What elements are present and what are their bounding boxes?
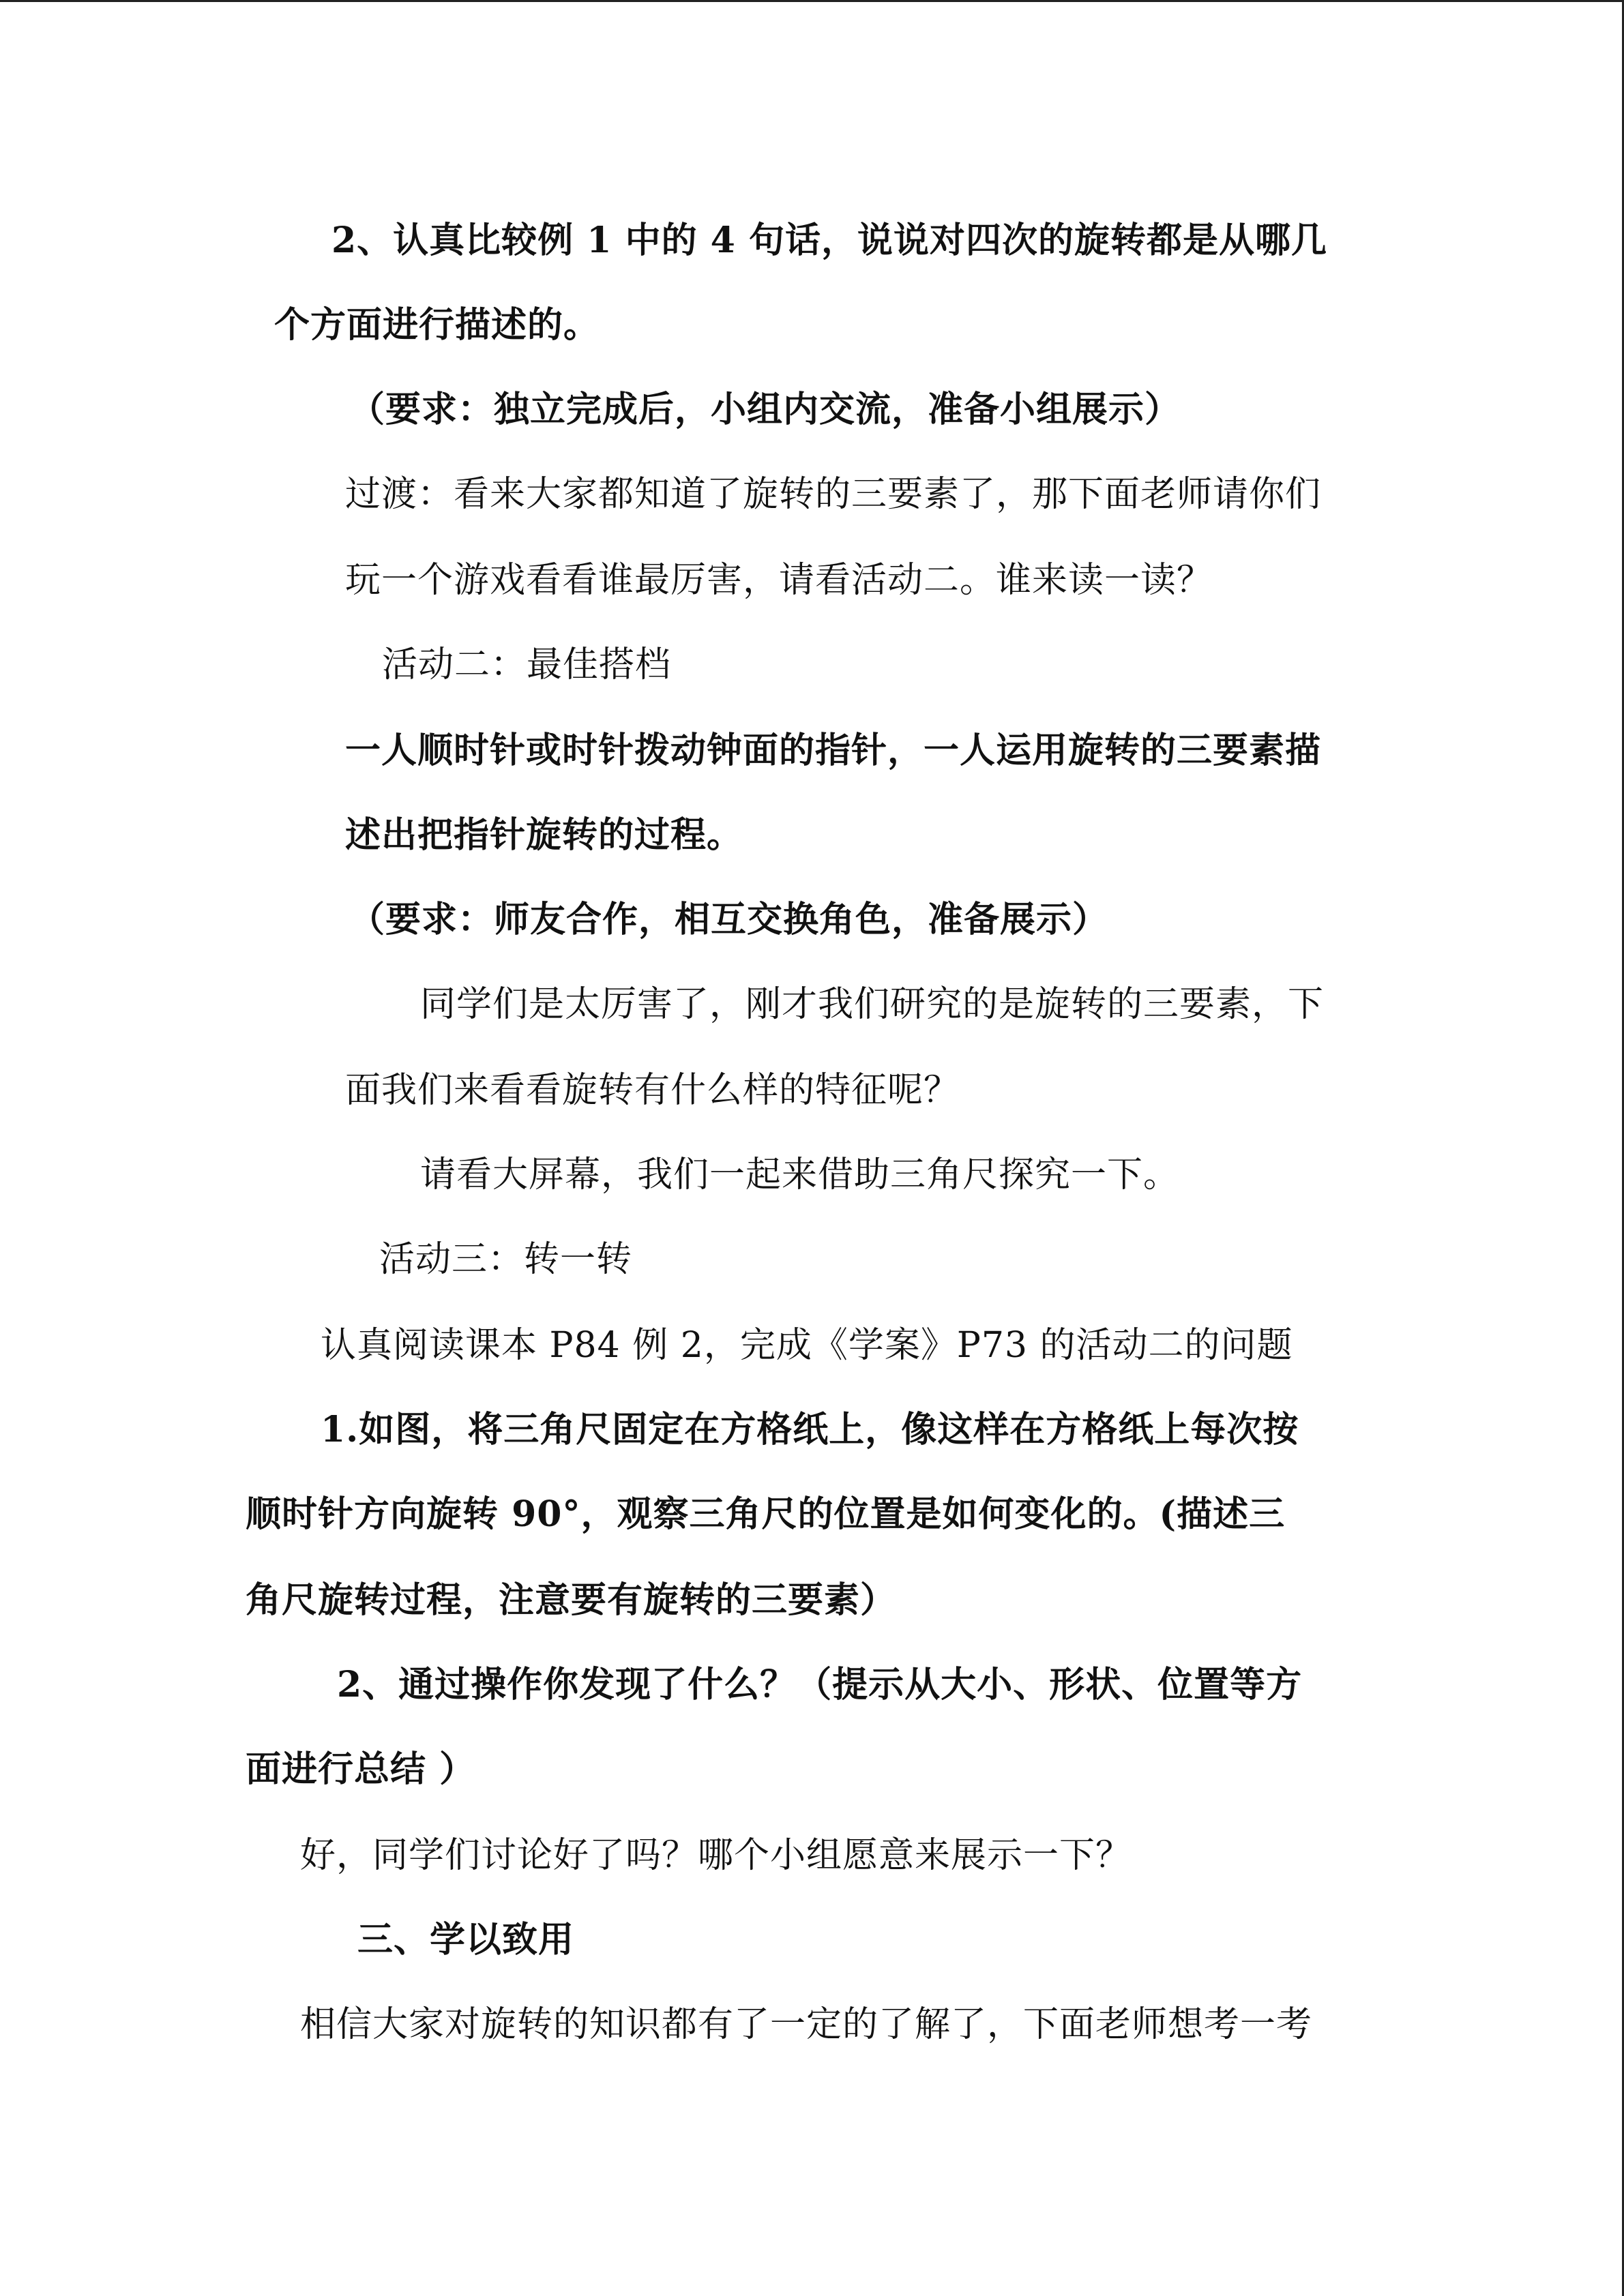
paragraph-line: 2、认真比较例 1 中的 4 句话，说说对四次的旋转都是从哪几 <box>331 220 1327 261</box>
paragraph-line: 同学们是太厉害了，刚才我们研究的是旋转的三要素，下 <box>420 984 1325 1025</box>
paragraph-line: 相信大家对旋转的知识都有了一定的了解了，下面老师想考一考 <box>300 2004 1313 2045</box>
paragraph-line: 述出把指针旋转的过程。 <box>345 814 743 856</box>
section-heading: 三、学以致用 <box>357 1919 575 1960</box>
section-heading: 活动二：最佳搭档 <box>382 644 672 685</box>
paragraph-line: 2、通过操作你发现了什么？（提示从大小、形状、位置等方 <box>337 1664 1303 1705</box>
paragraph-line: 一人顺时针或时针拨动钟面的指针，一人运用旋转的三要素描 <box>345 730 1322 771</box>
paragraph-line: 角尺旋转过程，注意要有旋转的三要素） <box>246 1579 897 1621</box>
paragraph-line: 个方面进行描述的。 <box>274 304 600 346</box>
paragraph-line: （要求：独立完成后，小组内交流，准备小组展示） <box>349 389 1181 430</box>
paragraph-line: （要求：师友合作，相互交换角色，准备展示） <box>349 899 1109 940</box>
paragraph-line: 认真阅读课本 P84 例 2，完成《学案》P73 的活动二的问题 <box>321 1325 1293 1366</box>
paragraph-line: 好，同学们讨论好了吗？哪个小组愿意来展示一下？ <box>300 1835 1132 1876</box>
paragraph-line: 玩一个游戏看看谁最厉害，请看活动二。谁来读一读？ <box>345 560 1213 601</box>
section-heading: 活动三：转一转 <box>379 1239 633 1280</box>
paragraph-line: 1.如图，将三角尺固定在方格纸上，像这样在方格纸上每次按 <box>321 1409 1299 1450</box>
paragraph-line: 顺时针方向旋转 90°，观察三角尺的位置是如何变化的。(描述三 <box>246 1493 1286 1535</box>
paragraph-line: 请看大屏幕，我们一起来借助三角尺探究一下。 <box>420 1154 1180 1195</box>
paragraph-line: 面进行总结 ） <box>246 1748 476 1790</box>
paragraph-line: 过渡：看来大家都知道了旋转的三要素了，那下面老师请你们 <box>345 474 1322 515</box>
paragraph-line: 面我们来看看旋转有什么样的特征呢？ <box>345 1070 960 1111</box>
